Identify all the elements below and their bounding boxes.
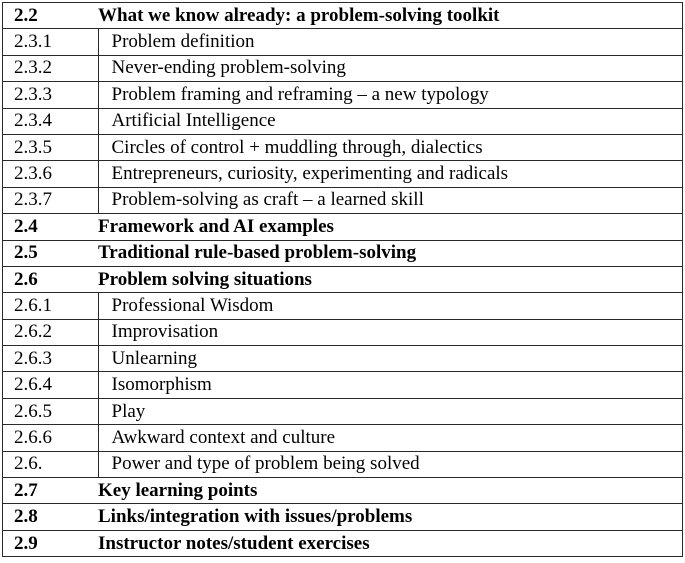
section-number: 2.2 [3, 3, 99, 29]
section-number: 2.3.7 [3, 187, 99, 213]
toc-subsection-row [3, 161, 683, 187]
section-title: Traditional rule-based problem-solving [98, 240, 683, 266]
section-number: 2.6. [3, 451, 99, 477]
section-number: 2.6.2 [3, 319, 99, 345]
section-title: Circles of control + muddling through, dialectics [98, 134, 683, 160]
toc-subsection-row [3, 398, 683, 424]
toc-section-row [3, 266, 683, 292]
toc-section-row [3, 530, 683, 556]
toc-subsection-row [3, 319, 683, 345]
section-title: Awkward context and culture [98, 425, 683, 451]
toc-subsection-row [3, 346, 683, 372]
section-title: Problem-solving as craft – a learned skill [98, 187, 683, 213]
section-number: 2.6.3 [3, 346, 99, 372]
section-number: 2.3.4 [3, 108, 99, 134]
section-title: Problem framing and reframing – a new typology [98, 82, 683, 108]
toc-subsection-row [3, 372, 683, 398]
section-title: Improvisation [98, 319, 683, 345]
section-title: Links/integration with issues/problems [98, 504, 683, 530]
section-number: 2.6.5 [3, 398, 99, 424]
section-title: Unlearning [98, 346, 683, 372]
section-title: Instructor notes/student exercises [98, 530, 683, 556]
section-number: 2.3.6 [3, 161, 99, 187]
section-number: 2.3.5 [3, 134, 99, 160]
section-number: 2.6 [3, 266, 99, 292]
section-number: 2.3.1 [3, 29, 99, 55]
section-title: Play [98, 398, 683, 424]
section-title: Key learning points [98, 478, 683, 504]
toc-subsection-row [3, 29, 683, 55]
toc-subsection-row [3, 425, 683, 451]
toc-subsection-row [3, 293, 683, 319]
section-number: 2.6.4 [3, 372, 99, 398]
toc-section-row [3, 214, 683, 240]
section-title: Power and type of problem being solved [98, 451, 683, 477]
toc-subsection-row [3, 108, 683, 134]
toc-section-row [3, 3, 683, 29]
section-number: 2.9 [3, 530, 99, 556]
section-number: 2.3.2 [3, 55, 99, 81]
section-number: 2.8 [3, 504, 99, 530]
toc-subsection-row [3, 451, 683, 477]
toc-body [3, 3, 683, 557]
section-title: Professional Wisdom [98, 293, 683, 319]
toc-section-row [3, 504, 683, 530]
section-title: Framework and AI examples [98, 214, 683, 240]
section-title: Artificial Intelligence [98, 108, 683, 134]
toc-section-row [3, 478, 683, 504]
toc-subsection-row [3, 55, 683, 81]
table-of-contents [2, 2, 683, 557]
section-number: 2.7 [3, 478, 99, 504]
section-title: Problem definition [98, 29, 683, 55]
toc-subsection-row [3, 134, 683, 160]
section-title: What we know already: a problem-solving toolkit [98, 3, 683, 29]
section-title: Problem solving situations [98, 266, 683, 292]
section-title: Isomorphism [98, 372, 683, 398]
toc-section-row [3, 240, 683, 266]
section-title: Never-ending problem-solving [98, 55, 683, 81]
section-title: Entrepreneurs, curiosity, experimenting and radicals [98, 161, 683, 187]
toc-subsection-row [3, 187, 683, 213]
section-number: 2.4 [3, 214, 99, 240]
toc-subsection-row [3, 82, 683, 108]
section-number: 2.6.1 [3, 293, 99, 319]
section-number: 2.6.6 [3, 425, 99, 451]
section-number: 2.5 [3, 240, 99, 266]
section-number: 2.3.3 [3, 82, 99, 108]
